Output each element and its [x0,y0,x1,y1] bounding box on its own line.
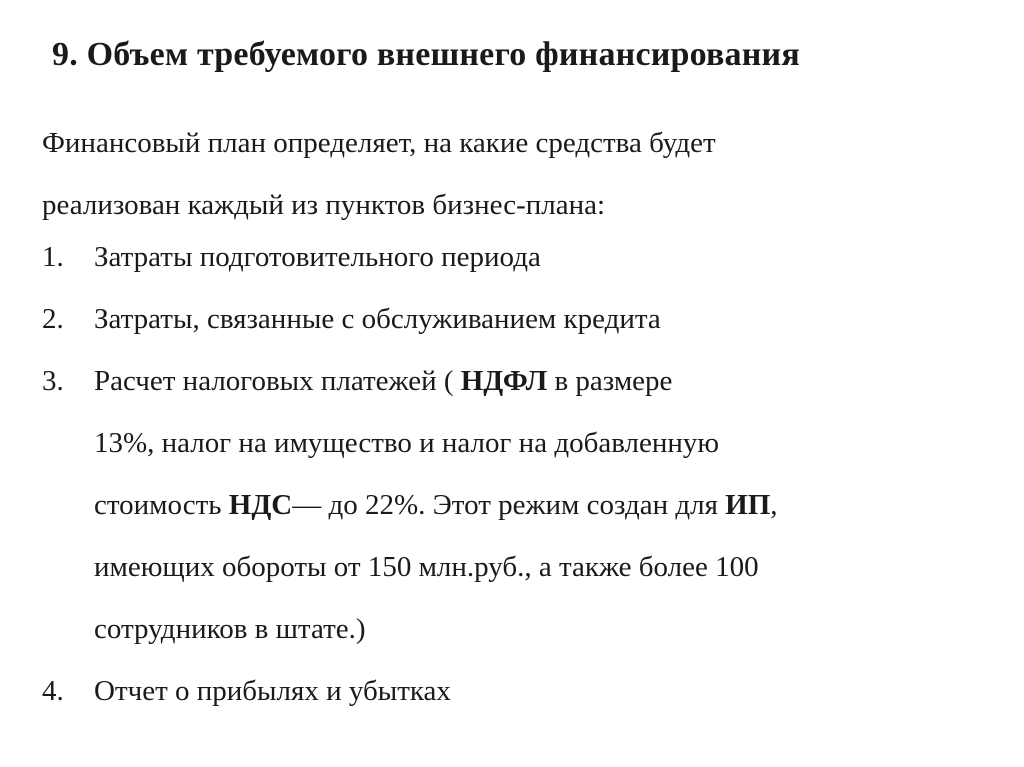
list-item-4 [42,660,982,722]
intro-paragraph [42,112,982,236]
list-item-text: Отчет о прибылях и убытках [94,675,451,707]
text-fragment: Расчет налоговых платежей ( [94,365,461,397]
page-title: 9. Объем требуемого внешнего финансирования [52,36,800,73]
items-list [42,226,982,722]
list-number: 2. [42,303,64,335]
text-fragment: стоимость [94,489,229,521]
intro-line-2: реализован каждый из пунктов бизнес-плана: [42,189,606,221]
list-item-text: Затраты, связанные с обслуживанием кредита [94,303,661,335]
list-item-2 [42,288,982,350]
text-fragment: , [770,489,778,521]
text-fragment: — до 22%. Этот режим создан для [292,489,726,521]
list-item-text-line [94,474,982,536]
list-number: 4. [42,675,64,707]
nds-term: НДС [228,489,293,521]
list-item-1 [42,226,982,288]
ndfl-term: НДФЛ [460,365,548,397]
text-fragment: в размере [547,365,673,397]
list-number: 3. [42,365,64,397]
list-item-text: Затраты подготовительного периода [94,241,541,273]
list-item-text-line: сотрудников в штате.) [94,613,366,645]
list-number: 1. [42,241,64,273]
list-item-text [94,350,982,412]
list-item-text-line: 13%, налог на имущество и налог на добавленную [94,427,720,459]
list-item-text-line: имеющих обороты от 150 млн.руб., а также более 100 [94,551,759,583]
intro-line-1: Финансовый план определяет, на какие средства будет [42,127,716,159]
ip-term: ИП [725,489,771,521]
list-item-3 [42,350,982,660]
